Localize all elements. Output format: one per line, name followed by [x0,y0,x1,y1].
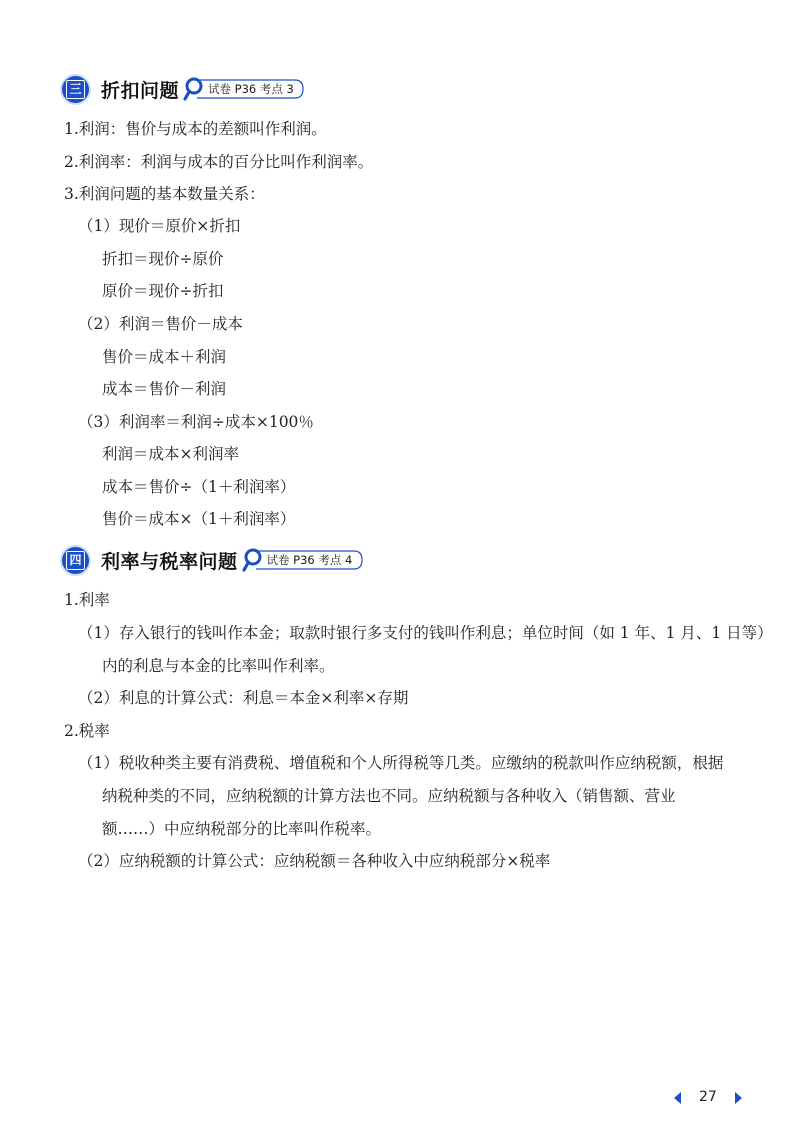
section-title: 折扣问题 [101,79,180,102]
text-line: （1）税收种类主要有消费税、增值税和个人所得税等几类。应缴纳的税款叫作应纳税额，根据 [78,754,724,772]
formula-line: （2）利润＝售价－成本 [78,315,243,333]
formula-line: （3）利润率＝利润÷成本×100％ [78,413,314,431]
text-line: 2.税率 [64,722,110,740]
text-line: （1）存入银行的钱叫作本金；取款时银行多支付的钱叫作利息；单位时间（如 1 年、1 月、1 日等） [78,624,773,642]
section-number: 四 [66,551,85,570]
page-prev-icon[interactable] [674,1092,681,1104]
formula-line: 成本＝售价－利润 [102,380,227,398]
formula-line: （1）现价＝原价×折扣 [78,217,241,235]
section-number: 三 [66,80,85,99]
text-line: 1.利润：售价与成本的差额叫作利润。 [64,120,327,138]
section-number-badge [62,547,89,574]
section-header-interest-tax [62,543,366,577]
text-line: （2）应纳税额的计算公式：应纳税额＝各种收入中应纳税部分×税率 [78,852,551,870]
formula-line: 售价＝成本＋利润 [102,348,227,366]
text-line: 3.利润问题的基本数量关系： [64,185,265,203]
section-title: 利率与税率问题 [101,550,238,573]
exam-reference-tag[interactable] [242,546,366,574]
exam-reference-tag[interactable] [183,75,307,103]
text-line: 内的利息与本金的比率叫作利率。 [102,657,335,675]
exam-reference-text: 试卷 P36 考点 4 [266,553,353,567]
page-next-icon[interactable] [735,1092,742,1104]
page-number: 27 [699,1089,717,1105]
text-line: 1.利率 [64,591,110,609]
text-line: 2.利润率：利润与成本的百分比叫作利润率。 [64,153,374,171]
formula-line: 折扣＝现价÷原价 [102,250,224,268]
formula-line: 利润＝成本×利润率 [102,445,239,463]
section-header-discount [62,72,307,106]
formula-line: 原价＝现价÷折扣 [102,282,224,300]
text-line: 纳税种类的不同，应纳税额的计算方法也不同。应纳税额与各种收入（销售额、营业 [102,787,676,805]
text-line: 额……）中应纳税部分的比率叫作税率。 [102,820,382,838]
formula-line: 售价＝成本×（1＋利润率） [102,510,296,528]
exam-reference-text: 试卷 P36 考点 3 [208,82,294,96]
section-number-badge [62,76,89,103]
formula-line: 成本＝售价÷（1＋利润率） [102,478,296,496]
text-line: （2）利息的计算公式：利息＝本金×利率×存期 [78,689,409,707]
